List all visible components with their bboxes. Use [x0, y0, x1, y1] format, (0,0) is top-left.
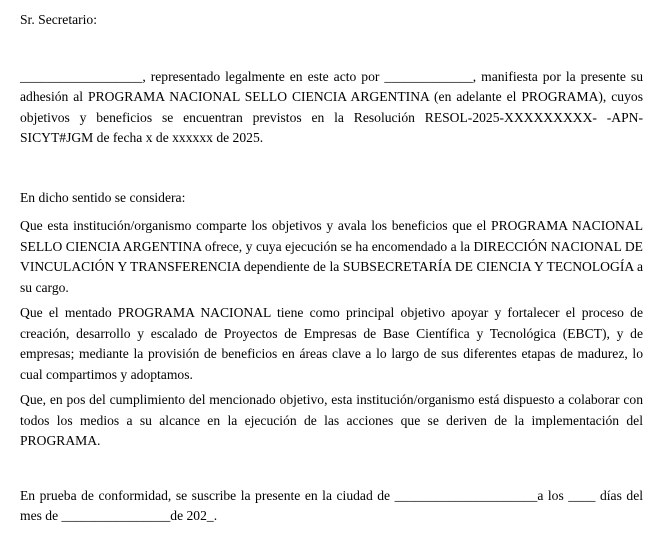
- consideration-paragraph-objectives: Que esta institución/organismo comparte los objetivos y avala los beneficios que el PROGRAMA NACIONAL SELLO CIENCIA ARGENTINA ofrece, y cuya ejecución se ha encomendado a la DIRECCIÓN NACIONAL DE VINCULACIÓN Y TRANSFERENCIA dependiente de la SUBSECRETARÍA DE CIENCIA Y TECNOLOGÍA a su cargo.: [20, 218, 643, 295]
- closing-text-day-lead: a los: [537, 487, 569, 503]
- closing-text-end: .: [213, 508, 218, 523]
- closing-text-month-lead: días del mes de: [20, 487, 643, 523]
- adhesion-text-after-entity: , representado legalmente en este acto por: [142, 68, 385, 84]
- city-blank: _____________________: [394, 487, 538, 503]
- considerations-intro: En dicho sentido se considera:: [20, 189, 186, 205]
- year-digit-blank: _: [206, 508, 214, 523]
- closing-text-city-lead: En prueba de conformidad, se suscribe la presente en la ciudad de: [20, 487, 395, 503]
- closing-paragraph: [20, 486, 643, 527]
- consideration-paragraph-collaboration: Que, en pos del cumplimiento del mencionado objetivo, esta institución/organismo está dispuesto a colaborar con todos los medios a su alcance en la ejecución de las acciones que se deriven de la implementación del PROGRAMA.: [20, 392, 643, 448]
- salutation: Sr. Secretario:: [20, 12, 98, 27]
- month-blank: ________________: [61, 508, 171, 523]
- adhesion-paragraph: [20, 67, 643, 149]
- consideration-paragraph-program-goal: Que el mentado PROGRAMA NACIONAL tiene como principal objetivo apoyar y fortalecer el proceso de creación, desarrollo y escalado de Proyectos de Empresas de Base Científica y Tecnológica (EBCT), y de empresas; mediante la provisión de beneficios en áreas clave a lo largo de sus diferentes etapas de madurez, lo cual compartimos y adoptamos.: [20, 305, 643, 382]
- closing-text-year-lead: de 202: [170, 508, 207, 523]
- entity-name-blank: __________________: [20, 68, 143, 84]
- representative-name-blank: _____________: [384, 68, 473, 84]
- day-blank: ____: [568, 487, 596, 503]
- adhesion-text-rest: , manifiesta por la presente su adhesión al PROGRAMA NACIONAL SELLO CIENCIA ARGENTINA (en adelante el PROGRAMA), cuyos objetivos y beneficios se encuentran previstos en la Resolución RESOL-2025-XXXXXXXXX- -APN-SICYT#JGM de fecha x de xxxxxx de 2025.: [20, 68, 643, 145]
